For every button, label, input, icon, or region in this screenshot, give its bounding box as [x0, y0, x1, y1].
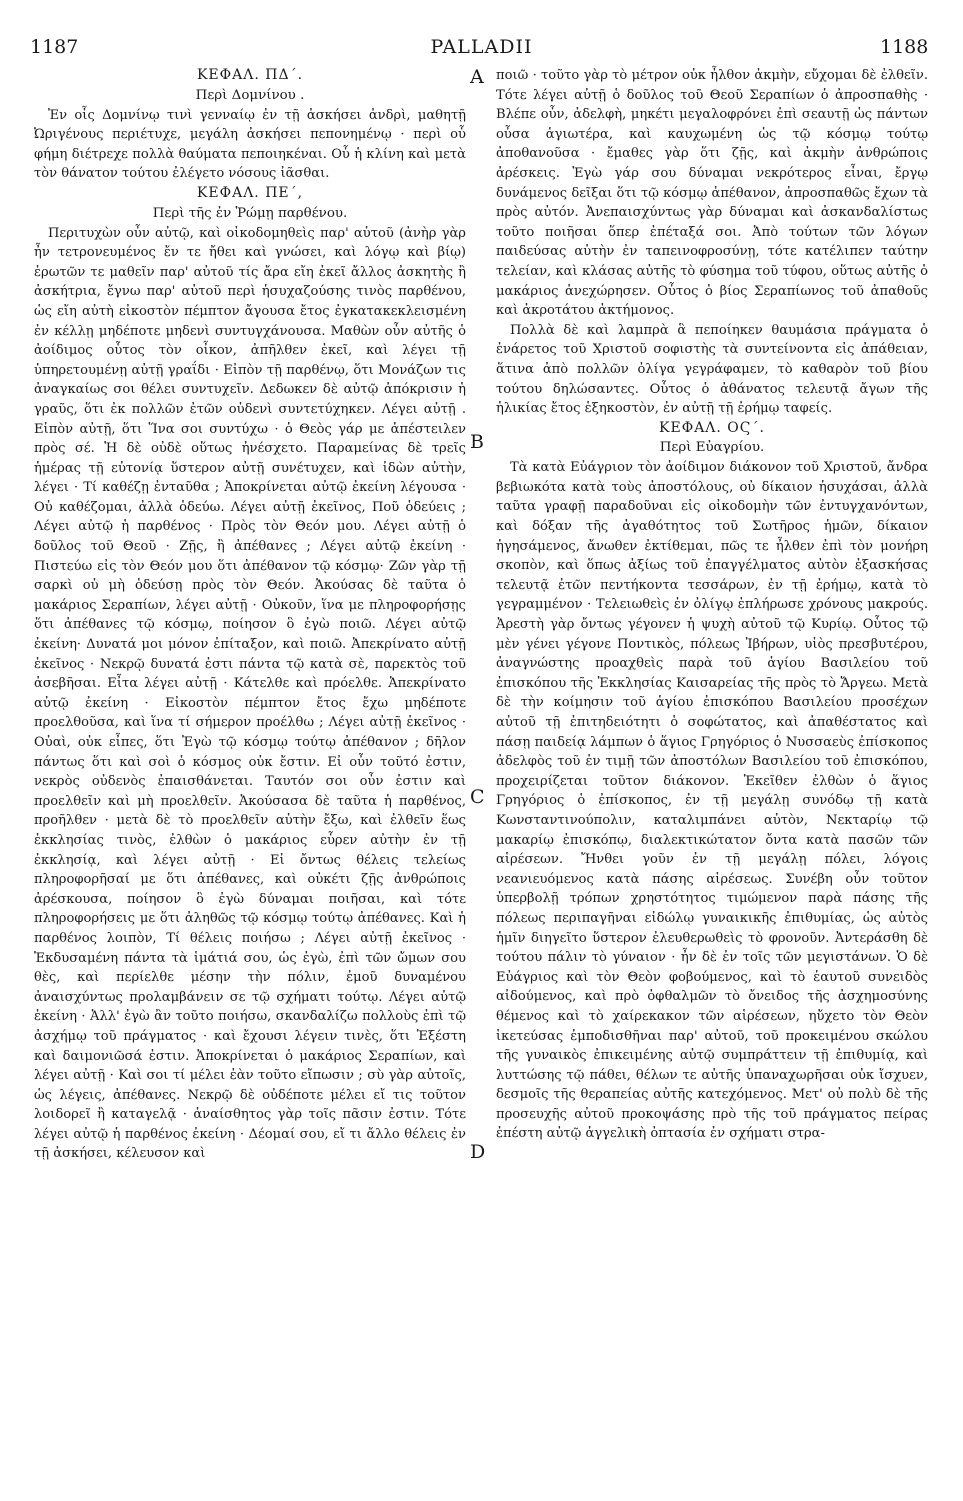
chapter-86-subheading: Περὶ Εὐαγρίου.: [659, 440, 765, 456]
margin-letter-c: C: [470, 786, 485, 808]
chapter-85-paragraph: Περιτυχὼν οὖν αὐτῷ, καὶ οἰκοδομηθεὶς παρ' αὐτοῦ (ἀνὴρ γὰρ ἦν τετρονευμένος ἔν τε ἤθει καὶ γνώσει, καὶ λόγῳ καὶ βίῳ) ἐρωτῶν τε μαθεῖν παρ' αὐτοῦ τίς ἄρα εἴη ἐκεῖ ἄλλος ἀσκητὴς ἢ ἀσκήτρια, ἔγνω παρ' αὐτοῦ περὶ ἡσυχαζούσης τινὸς παρθένου, ὡς εἴη αὐτὴ εἰκοστὸν πέμπτον ἄγουσα ἔτος ἐγκατακεκλεισμένη ἐν κέλλῃ μηδέποτε μηδενὶ συντυγχάνουσα. Μαθὼν οὖν αὐτῆς ὁ ἀοίδιμος οὗτος τὸν οἶκον, ἀπῆλθεν ἐκεῖ, καὶ λέγει τῇ ὑπηρετουμένῃ αὐτῇ γραΐδι · Εἰπὸν τῇ παρθένῳ, ὅτι Μονάζων τις ἀναγκαίως σοι θέλει συντυχεῖν. Δεδωκεν δὲ αὐτῷ ἀπόκρισιν ἡ γραῦς, ὅτι ἐκ πολλῶν ἐτῶν οὐδενὶ συντετύχηκεν. Λέγει αὐτῇ . Εἰπὸν αὐτῇ, ὅτι Ἵνα σοι συντύχω · ὁ Θεὸς γάρ με ἀπέστειλεν πρὸς σέ. Ἡ δὲ οὐδὲ οὕτως ἠνέσχετο. Παραμείνας δὲ τρεῖς ἡμέρας τῇ εὐτονίᾳ ὕστερον αὐτῇ συνέτυχεν, καὶ ἰδὼν αὐτὴν, λέγει · Τί καθέζῃ ἐνταῦθα ; Ἀποκρίνεται αὐτῷ ἐκείνη λέγουσα · Οὐ καθέζομαι, ἀλλὰ ὁδεύω. Λέγει αὐτῇ ἐκεῖνος, Ποῦ ὁδεύεις ; Λέγει αὐτῷ ἡ παρθένος · Πρὸς τὸν Θεόν μου. Λέγει αὐτῇ ὁ δοῦλος τοῦ Θεοῦ · Ζῇς, ἢ ἀπέθανες ; Λέγει αὐτῷ ἐκείνη · Πιστεύω εἰς τὸν Θεόν μου ὅτι ἀπέθανον τῷ κόσμῳ· Ζῶν γὰρ τῇ σαρκὶ οὐ μὴ ὁδεύσῃ πρὸς τὸν Θεόν. Ἀκούσας δὲ ταῦτα ὁ μακάριος Σεραπίων, λέγει αὐτῇ · Οὐκοῦν, ἵνα με πληροφορήσῃς ὅτι ἀπέθανες τῷ κόσμῳ, ποίησον ὃ ἐγὼ ποιῶ. Λέγει αὐτῷ ἐκείνη· Δυνατά μοι μόνον ἐπίταξον, καὶ ποιῶ. Ἀπεκρίνατο αὐτῇ ἐκεῖνος · Νεκρῷ δυνατά ἐστι πάντα τῷ κατὰ σὲ, παρεκτὸς τοῦ ἀσεβῆσαι. Εἶτα λέγει αὐτῇ · Κάτελθε καὶ πρόελθε. Ἀπεκρίνατο αὐτῷ ἐκείνη · Εἰκοστὸν πέμπτον ἔτος ἔχω μηδέποτε προελθοῦσα, καὶ ἵνα τί σήμερον προέλθω ; Λέγει αὐτῇ ἐκεῖνος · Οὐαὶ, οὐκ εἶπες, ὅτι Ἐγὼ τῷ κόσμῳ τούτῳ ἀπέθανον ; δῆλον πάντως ὅτι καὶ σοὶ ὁ κόσμος οὐκ ἔστιν. Εἰ οὖν τοῦτό ἐστιν, νεκρὸς οὐδενὸς ἐπαισθάνεται. Ταυτόν σοι οὖν ἐστιν καὶ προελθεῖν καὶ μὴ προελθεῖν. Ἀκούσασα δὲ ταῦτα ἡ παρθένος, προῆλθεν · μετὰ δὲ τὸ προελθεῖν αὐτὴν ἔξω, καὶ ἐλθεῖν ἕως ἐκκλησίας τινὸς, ἐλθὼν ὁ μακάριος εὗρεν αὐτὴν ἐν τῇ ἐκκλησίᾳ, καὶ λέγει αὐτῇ · Εἰ ὄντως θέλεις τελείως πληροφορῆσαί με ὅτι ἀπέθανες, καὶ οὐκέτι ζῇς ἀνθρώποις ἀρέσκουσα, ποίησον ὃ ἐγὼ δύναμαι ποιῆσαι, καὶ τότε πληροφορήσεις με ὅτι ἀληθῶς τῷ κόσμῳ τούτῳ ἀπέθανες. Καὶ ἡ παρθένος λοιπὸν, Τί θέλεις ποιήσω ; Λέγει αὐτῇ ἐκεῖνος · Ἐκδυσαμένη πάντα τὰ ἱμάτιά σου, ὡς ἐγὼ, ἐπὶ τῶν ὤμων σου θὲς, καὶ περίελθε μέσην τὴν πόλιν, ἐμοῦ δυναμένου ἀναισχύντως προλαμβάνειν σε τῷ σχήματι τούτῳ. Λέγει αὐτῷ ἐκείνη · Ἀλλ' ἐγὼ ἂν τοῦτο ποιήσω, σκανδαλίζω πολλοὺς ἐπὶ τῷ ἀσχήμῳ τοῦ πράγματος · καὶ ἔχουσι λέγειν τινὲς, ὅτι Ἐξέστη καὶ δαιμονιῶσά ἐστιν. Ἀποκρίνεται ὁ μακάριος Σεραπίων, καὶ λέγει αὐτῇ · Καὶ σοι τί μέλει ἐὰν τοῦτο εἴπωσιν ; σὺ γὰρ αὐτοῖς, ὡς λέγεις, ἀπέθανες. Νεκρῷ δὲ οὐδέποτε μέλει εἴ τις τοῦτον λοιδορεῖ ἢ καταγελᾷ · ἀναίσθητος γὰρ τοῖς πᾶσιν ἐστιν. Τότε λέγει αὐτῷ ἡ παρθένος ἐκείνη · Δέομαί σου, εἴ τι ἄλλο θέλεις ἐν τῇ ἀσκήσει, κέλευσον καὶ: [34, 225, 466, 1162]
page-header: [0, 36, 963, 66]
continued-paragraph: ποιῶ · τοῦτο γὰρ τὸ μέτρον οὐκ ἦλθον ἀκμὴν, εὔχομαι δὲ ἐλθεῖν. Τότε λέγει αὐτῇ ὁ δοῦλος τοῦ Θεοῦ Σεραπίων ὁ ἀπροσπαθὴς · Βλέπε οὖν, ἀδελφὴ, μηκέτι μεγαλοφρόνει ἐπὶ σεαυτῇ ὡς πάντων οὖσα ἁγιωτέρα, καὶ καυχωμένη ὡς τῷ κόσμῳ τούτῳ ἀποθανοῦσα · ἔμαθες γὰρ ὅτι ζῇς, καὶ ἀκμὴν ἀνθρώποις ἀρέσκεις. Ἐγὼ γάρ σου δύναμαι νεκρότερος εἶναι, ἔργῳ δυνάμενος δεῖξαι ὅτι τῷ κόσμῳ ἀπέθανον, ἀπροσπαθῶς ἔχων τὰ πρὸς αὐτόν. Ἀνεπαισχύντως γὰρ δύναμαι καὶ ἀσκανδαλίστως τοῦτο ποιῆσαι ὅπερ ἐπέταξά σοι. Ἀπὸ τούτων τῶν λόγων παιδεύσας αὐτὴν ἐν ταπεινοφροσύνῃ, τότε κατέλιπεν ταύτην τελείαν, καὶ κλάσας αὐτῆς τὸ φύσημα τοῦ τύφου, οὕτως αὐτῆς ὁ μακάριος ἀνεχώρησεν. Οὗτος ὁ βίος Σεραπίωνος τοῦ ἀπαθοῦς καὶ ἀκροτάτου ἀκτήμονος.: [496, 68, 928, 319]
chapter-86-paragraph: Τὰ κατὰ Εὐάγριον τὸν ἀοίδιμον διάκονον τοῦ Χριστοῦ, ἄνδρα βεβιωκότα κατὰ τοὺς ἀποστόλους, οὐ δίκαιον ἡσυχάσαι, ἀλλὰ ταῦτα γραφῇ παραδοῦναι εἰς οἰκοδομὴν τῶν ἐντυγχανόντων, καὶ δόξαν τῆς ἀγαθότητος τοῦ Σωτῆρος ἡμῶν, δίκαιον ἡγησάμενος, ἄνωθεν ἐκτίθεμαι, πῶς τε ἦλθεν ἐπὶ τὸν μονήρη σκοπὸν, καὶ ὅπως ἀξίως τοῦ ἐπαγγέλματος αὐτὸν ἐξασκήσας τελευτᾷ ἐτῶν πεντήκοντα τεσσάρων, ἐν τῇ ἐρήμῳ, κατὰ τὸ γεγραμμένον · Τελειωθεὶς ἐν ὀλίγῳ ἐπλήρωσε χρόνους μακρούς. Ἀρεστὴ γὰρ ὄντως γέγονεν ἡ ψυχὴ αὐτοῦ τῷ Κυρίῳ. Οὗτος τῷ μὲν γένει γέγονε Ποντικὸς, πόλεως Ἰβήρων, υἱὸς πρεσβυτέρου, ἀναγνώστης προαχθεὶς παρὰ τοῦ ἁγίου Βασιλείου τοῦ ἐπισκόπου τῆς Ἐκκλησίας Καισαρείας τῆς πρὸς τὸ Ἄργεω. Μετὰ δὲ τὴν κοίμησιν τοῦ ἁγίου ἐπισκόπου Βασιλείου προσέχων αὐτοῦ τῇ ἐπιτηδειότητι ὁ σοφώτατος, καὶ ἀπαθέστατος καὶ πάσῃ παιδείᾳ λάμπων ὁ ἅγιος Γρηγόριος ὁ Νυσσαεὺς ἐπίσκοπος ἀδελφὸς τοῦ ἐν τιμῇ τῶν ἀποστόλων Βασιλείου τοῦ ἐπισκόπου, προχειρίζεται τοῦτον διάκονον. Ἐκεῖθεν ἐλθὼν ὁ ἅγιος Γρηγόριος ὁ ἐπίσκοπος, ἐν τῇ μεγάλῃ συνόδῳ τῇ κατὰ Κωνσταντινούπολιν, καταλιμπάνει αὐτὸν, Νεκταρίῳ τῷ μακαρίῳ ἐπισκόπῳ, διαλεκτικώτατον ὄντα κατὰ πασῶν τῶν αἱρέσεων. Ἤνθει γοῦν ἐν τῇ μεγάλῃ πόλει, λόγοις νεανιευόμενος κατὰ πάσης αἱρέσεως. Συνέβη οὖν τοῦτον ὑπερβολῇ τρόπων χρηστότητος τιμώμενον παρὰ πάσης τῆς πόλεως περιπαγῆναι εἰδώλῳ γυναικικῆς ἐπιθυμίας, ὡς αὐτὸς ἡμῖν διηγεῖτο ὕστερον ἐλευθερωθεὶς τὸ φρονοῦν. Ἀντεράσθη δὲ τούτου πάλιν τὸ γύναιον · ἦν δὲ ἐν τοῖς τῶν μεγιστάνων. Ὁ δὲ Εὐάγριος καὶ τὸν Θεὸν φοβούμενος, καὶ τὸ ἑαυτοῦ συνειδὸς αἰδούμενος, καὶ πρὸ ὀφθαλμῶν τὸ ὄνειδος τῆς ἀσχημοσύνης θέμενος καὶ τὸ χαίρεκακον τῶν αἱρέσεων, ηὔχετο τὸν Θεὸν ἱκετεύσας ἐμποδισθῆναι παρ' αὐτοῦ, τοῦ προκειμένου σκώλου τῆς γυναικὸς ἐπικειμένης αὐτῷ συμπράττειν τῇ ἐπιθυμίᾳ, καὶ λυττώσης τῷ πάθει, θέλων τε αὐτῆς ὑπαναχωρῆσαι οὐκ ἴσχυεν, δεσμοῖς τῆς θεραπείας αὐτῆς κατεχόμενος. Μετ' οὐ πολὺ δὲ τῆς προσευχῆς αὐτοῦ προκοψάσης πρὸ τῆς τοῦ πράγματος πείρας ἐπέστη αὐτῷ ἀγγελικὴ ὀπτασία ἐν σχήματι στρα-: [496, 460, 928, 1142]
chapter-84-heading: ΚΕΦΑΛ. ΠΔ΄.: [196, 67, 304, 83]
section-b-paragraph: Πολλὰ δὲ καὶ λαμπρὰ ἃ πεποίηκεν θαυμάσια πράγματα ὁ ἐνάρετος τοῦ Χριστοῦ σοφιστὴς τὰ συντείνοντα εἰς ἀπάθειαν, ἅτινα ἀπὸ πολλῶν ὀλίγα γεγράφαμεν, τὸ καθαρὸν τοῦ βίου τούτου δηλώσαντες. Οὗτος ὁ ἀθάνατος τελευτᾷ ἄγων τῆς ἡλικίας ἔτος ἑξηκοστὸν, ἐν αὐτῇ τῇ ἐρήμῳ ταφείς.: [496, 322, 928, 417]
chapter-86-heading: ΚΕΦΑΛ. ΟϚ΄.: [659, 419, 765, 436]
chapter-84-subheading: Περὶ Δομνίνου .: [195, 87, 305, 103]
margin-letter-a: A: [470, 66, 484, 88]
chapter-84-paragraph: Ἐν οἷς Δομνίνῳ τινὶ γενναίῳ ἐν τῇ ἀσκήσει ἀνδρὶ, μαθητῇ Ὠριγένους περιέτυχε, μεγάλη ἀσκήσει πεπονημένῳ · περὶ οὗ φήμη διέτρεχε πολλὰ θαύματα πεποιηκέναι. Οὗ ἡ κλίνη καὶ μετὰ τὸν θάνατον τούτου ἐλέγετο νόσους ἰᾶσθαι.: [34, 107, 466, 182]
margin-letter-d: D: [470, 1141, 486, 1163]
left-column: [34, 66, 466, 1164]
left-page-number: 1187: [30, 36, 79, 58]
running-title: PALLADII: [430, 36, 533, 58]
right-page-number: 1188: [880, 36, 929, 58]
margin-letter-b: B: [470, 431, 484, 453]
chapter-85-subheading: Περὶ τῆς ἐν Ῥώμῃ παρθένου.: [152, 205, 348, 221]
chapter-85-heading: ΚΕΦΑΛ. ΠΕ΄,: [196, 184, 304, 201]
right-column: [496, 66, 928, 1144]
